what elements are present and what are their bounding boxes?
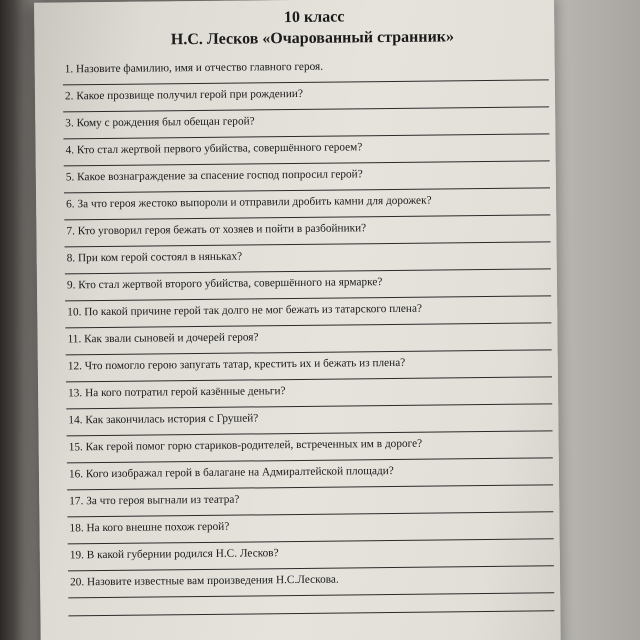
question-text: 11. Как звали сыновей и дочерей героя? <box>67 331 259 346</box>
worksheet-header <box>34 5 554 52</box>
question-text: 15. Как герой помог горю стариков-родителей, встреченных им в дороге? <box>68 437 423 454</box>
question-text: 13. На кого потратил герой казённые деньги? <box>68 385 286 400</box>
question-text: 1. Назовите фамилию, имя и отчество главного героя. <box>64 60 324 76</box>
question-text: 6. За что героя жестоко выпороли и отправили дробить камни для дорожек? <box>66 194 432 211</box>
question-text: 4. Кто стал жертвой первого убийства, совершённого героем? <box>65 141 363 157</box>
answer-line <box>68 610 554 616</box>
question-text: 17. За что героя выгнали из театра? <box>69 493 240 508</box>
answer-line <box>68 592 554 598</box>
question-text: 19. В какой губернии родился Н.С. Лесков? <box>69 547 279 562</box>
question-text: 14. Как закончилась история с Грушей? <box>68 412 259 427</box>
question-text: 5. Какое вознаграждение за спасение господ попросил герой? <box>65 168 363 184</box>
question-item <box>68 570 554 602</box>
question-text: 18. На кого внешне похож герой? <box>69 520 230 535</box>
worksheet-title: Н.С. Лесков «Очарованный странник» <box>170 28 455 49</box>
grade-heading: 10 класс <box>283 8 345 27</box>
question-text: 16. Кого изображал герой в балагане на Адмиралтейской площади? <box>68 464 394 481</box>
question-text: 12. Что помогло герою запугать татар, крестить их и бежать из плена? <box>67 356 406 373</box>
question-text: 20. Назовите известные вам произведения Н.С.Лескова. <box>70 573 339 589</box>
question-text: 8. При ком герой состоял в няньках? <box>66 250 243 265</box>
question-text: 2. Какое прозвище получил герой при рождении? <box>64 87 303 103</box>
worksheet-paper <box>34 0 561 640</box>
question-text: 10. По какой причине герой так долго не мог бежать из татарского плена? <box>67 302 423 319</box>
question-list <box>63 57 555 602</box>
question-text: 3. Кому с рождения был обещан герой? <box>65 115 255 130</box>
question-text: 9. Кто стал жертвой второго убийства, совершённого на ярмарке? <box>66 276 383 292</box>
question-text: 7. Кто уговорил героя бежать от хозяев и пойти в разбойники? <box>66 222 367 238</box>
